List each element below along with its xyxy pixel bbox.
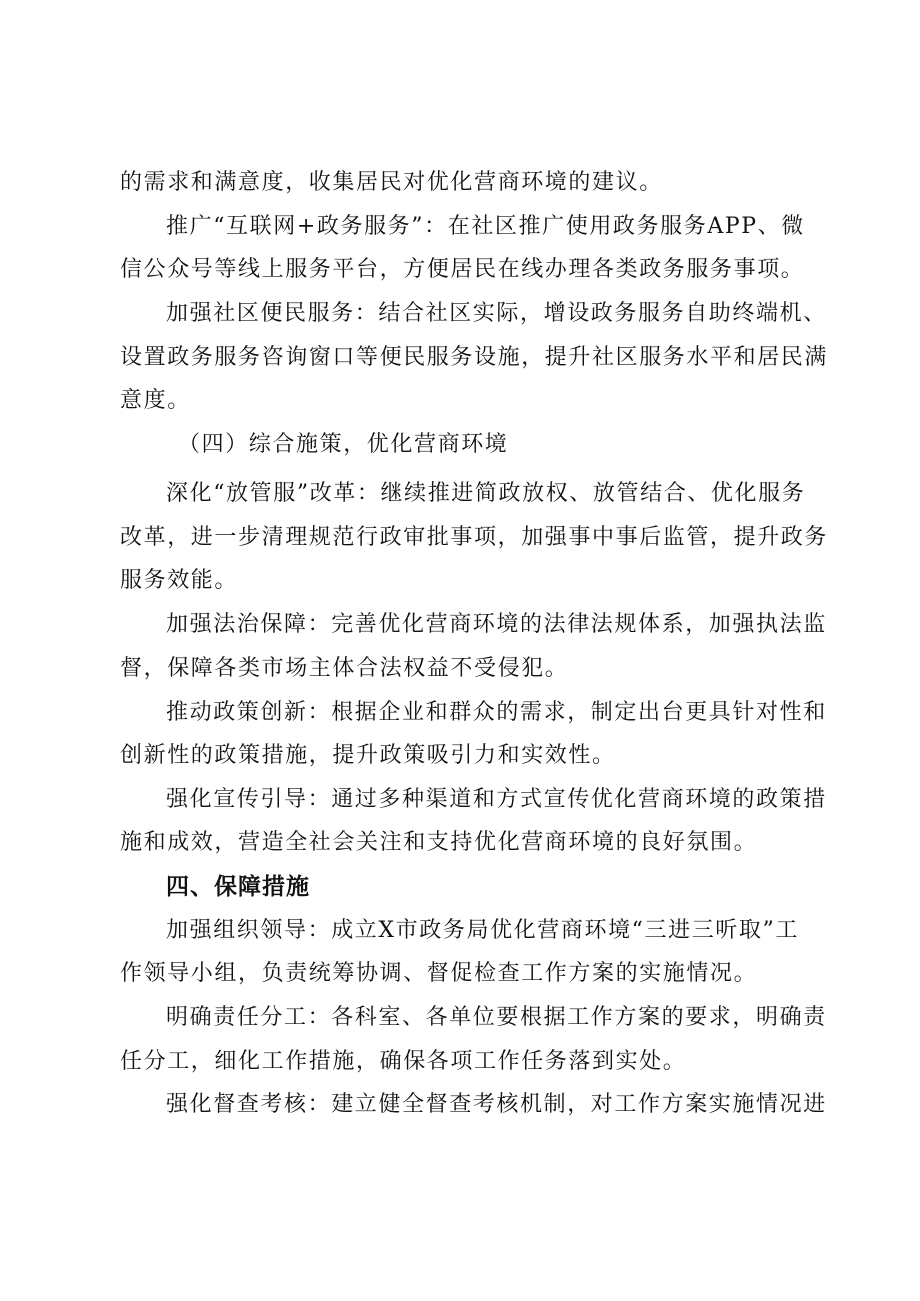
paragraph-line: 任分工，细化工作措施，确保各项工作任务落到实处。: [120, 1049, 687, 1074]
paragraph-line: 加强组织领导：成立X市政务局优化营商环境“三进三听取”工: [166, 918, 799, 943]
paragraph-line: 设置政务服务咨询窗口等便民服务设施，提升社区服务水平和居民满: [120, 345, 829, 370]
paragraph-line: 作领导小组，负责统筹协调、督促检查工作方案的实施情况。: [120, 961, 758, 986]
section-subheading: （四）综合施策，优化营商环境: [178, 432, 509, 457]
paragraph-line: 强化督查考核：建立健全督查考核机制，对工作方案实施情况进: [166, 1092, 827, 1117]
paragraph-line: 意度。: [120, 388, 191, 413]
paragraph-line: 施和成效，营造全社会关注和支持优化营商环境的良好氛围。: [120, 830, 758, 855]
paragraph-line: 推广“互联网+政务服务”：在社区推广使用政务服务APP、微: [166, 214, 805, 239]
section-heading: 四、保障措施: [166, 874, 310, 900]
paragraph-line: 明确责任分工：各科室、各单位要根据工作方案的要求，明确责: [166, 1005, 827, 1030]
paragraph-line: 推动政策创新：根据企业和群众的需求，制定出台更具针对性和: [166, 700, 827, 725]
paragraph-line: 创新性的政策措施，提升政策吸引力和实效性。: [120, 743, 616, 768]
paragraph-line: 改革，进一步清理规范行政审批事项，加强事中事后监管，提升政务: [120, 525, 829, 550]
paragraph-line: 信公众号等线上服务平台，方便居民在线办理各类政务服务事项。: [120, 257, 805, 282]
paragraph-line: 的需求和满意度，收集居民对优化营商环境的建议。: [120, 170, 663, 195]
paragraph-line: 加强社区便民服务：结合社区实际，增设政务服务自助终端机、: [166, 301, 827, 326]
paragraph-line: 督，保障各类市场主体合法权益不受侵犯。: [120, 656, 569, 681]
paragraph-line: 服务效能。: [120, 568, 239, 593]
paragraph-line: 强化宣传引导：通过多种渠道和方式宣传优化营商环境的政策措: [166, 787, 827, 812]
paragraph-line: 加强法治保障：完善优化营商环境的法律法规体系，加强执法监: [166, 612, 827, 637]
paragraph-line: 深化“放管服”改革：继续推进简政放权、放管结合、优化服务: [166, 481, 806, 506]
